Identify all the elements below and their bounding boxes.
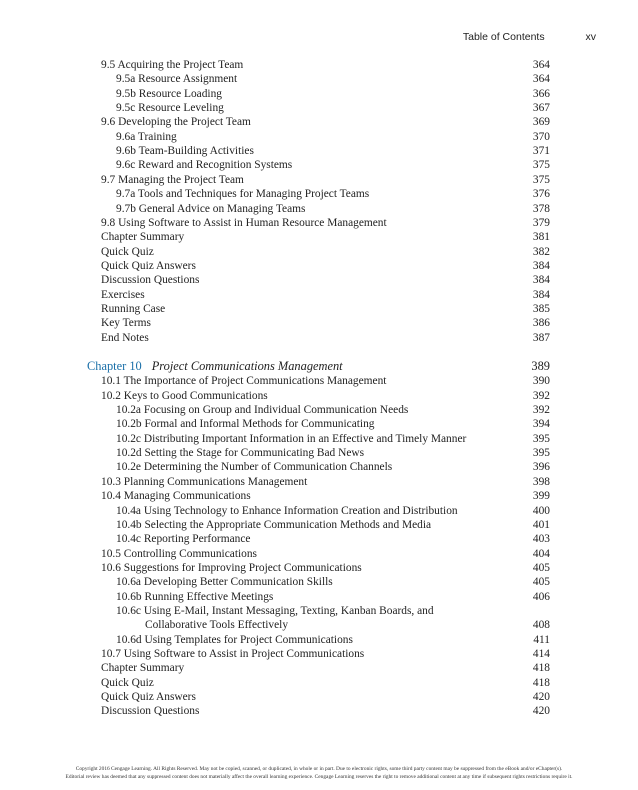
toc-section-row <box>0 690 638 704</box>
toc-subsection-row <box>0 87 638 101</box>
toc-section-row <box>0 676 638 690</box>
toc-section-row <box>0 273 638 287</box>
toc-page-number: 364 <box>532 59 550 71</box>
copyright-line-2: Editorial review has deemed that any suppressed content does not materially affect the overall learning experience. Cengage Learning reserves the right to remove additional content at any time if subsequent rights restrictions require it. <box>65 773 573 780</box>
toc-subsection-row <box>0 460 638 474</box>
toc-page-number: 418 <box>532 662 550 675</box>
toc-page-number: 411 <box>533 633 550 646</box>
toc-entry-title: Key Terms <box>101 317 151 330</box>
toc-page-number: 371 <box>532 145 550 158</box>
toc-entry-title: Quick Quiz Answers <box>101 259 196 272</box>
toc-subsection-row <box>0 575 638 589</box>
toc-subsection-row <box>0 590 638 604</box>
toc-entry-title: 10.2e Determining the Number of Communication Channels <box>116 461 393 474</box>
toc-entry-title: Exercises <box>101 288 145 301</box>
toc-entry-title: 9.6b Team-Building Activities <box>116 145 254 158</box>
toc-entry-title: Chapter Summary <box>101 231 185 244</box>
toc-page-number: 394 <box>532 418 550 431</box>
toc-entry-title: 10.2a Focusing on Group and Individual Communication Needs <box>116 404 409 417</box>
toc-entry-title: 9.5b Resource Loading <box>116 87 222 100</box>
toc-entry-title: 10.6d Using Templates for Project Communications <box>116 633 353 646</box>
toc-page-number: 418 <box>532 676 550 689</box>
toc-section-row <box>0 489 638 503</box>
toc-entry-title: Running Case <box>101 302 166 315</box>
toc-section-row <box>0 216 638 230</box>
toc-page-number: 392 <box>532 389 550 402</box>
toc-page-number: 378 <box>532 202 550 215</box>
toc-entry-title: Chapter Summary <box>101 662 185 675</box>
toc-page-number: 382 <box>532 245 550 258</box>
toc-section-row <box>0 115 638 129</box>
toc-page-number: 364 <box>532 73 550 86</box>
toc-entry-title: 10.1 The Importance of Project Communications Management <box>101 375 387 388</box>
toc-entry-title: 9.6 Developing the Project Team <box>101 116 251 129</box>
toc-page-number: 420 <box>532 705 550 718</box>
toc-section-row <box>0 230 638 244</box>
toc-page-number: 375 <box>532 159 550 172</box>
toc-page-number: 408 <box>532 618 550 631</box>
toc-entry-title-continued: Collaborative Tools Effectively <box>145 618 289 631</box>
toc-page-number: 369 <box>532 116 550 129</box>
toc-entry-title: 10.2 Keys to Good Communications <box>101 389 268 402</box>
toc-subsection-row <box>0 532 638 546</box>
toc-page-number: 384 <box>532 274 550 287</box>
toc-page-number: 398 <box>532 475 550 488</box>
toc-entry-title: 9.5a Resource Assignment <box>116 73 238 86</box>
chapter-title: Project Communications Management <box>151 359 343 373</box>
toc-entry-title: Discussion Questions <box>101 705 200 718</box>
toc-page-number: 405 <box>532 561 550 574</box>
toc-section-row <box>0 661 638 675</box>
running-head-title: Table of Contents <box>462 31 545 43</box>
toc-entry-title: 10.5 Controlling Communications <box>101 547 257 560</box>
toc-page-number: 420 <box>532 691 550 704</box>
toc-entry-title: 10.4b Selecting the Appropriate Communication Methods and Media <box>116 518 432 531</box>
toc-page-number: 400 <box>532 504 550 517</box>
toc-section-row <box>0 647 638 661</box>
toc-entry-title: 10.6b Running Effective Meetings <box>116 590 274 603</box>
toc-entry-title: 10.6a Developing Better Communication Skills <box>116 576 333 589</box>
toc-entry-title: 9.5 Acquiring the Project Team <box>101 59 244 71</box>
toc-page-number: 401 <box>532 518 550 531</box>
toc-entry-title: 9.7b General Advice on Managing Teams <box>116 202 306 215</box>
toc-entry-title: 10.6 Suggestions for Improving Project Communications <box>101 561 362 574</box>
running-head <box>463 31 596 43</box>
toc-subsection-row <box>0 158 638 172</box>
toc-subsection-row <box>0 202 638 216</box>
toc-section-row <box>0 561 638 575</box>
toc-entry-title: End Notes <box>101 331 149 344</box>
toc-section-row <box>0 374 638 388</box>
toc-page-number: 395 <box>532 432 550 445</box>
toc-entry-title: 10.2b Formal and Informal Methods for Communicating <box>116 418 375 431</box>
chapter-label: Chapter 10 <box>87 359 142 373</box>
toc-entry-title: 9.6a Training <box>116 130 177 143</box>
toc-subsection-row <box>0 72 638 86</box>
toc-section-row <box>0 173 638 187</box>
toc-subsection-row <box>0 446 638 460</box>
toc-entry-title: 9.7a Tools and Techniques for Managing Project Teams <box>116 188 370 201</box>
toc-entry-title: 10.4 Managing Communications <box>101 490 251 503</box>
toc-page-number: 404 <box>532 547 550 560</box>
toc-entry-title: 10.2c Distributing Important Information in an Effective and Timely Manner <box>116 432 467 445</box>
toc-section-row <box>0 547 638 561</box>
toc-section-row <box>0 331 638 345</box>
toc-entry-title: 10.2d Setting the Stage for Communicating Bad News <box>116 447 365 460</box>
toc-section-row <box>0 259 638 273</box>
toc-section-row <box>0 288 638 302</box>
chapter-heading-text <box>87 359 343 373</box>
toc-page-number: 375 <box>532 173 550 186</box>
toc-page-number: 385 <box>532 302 550 315</box>
toc-section-row <box>0 302 638 316</box>
toc-entry-title: Discussion Questions <box>101 274 200 287</box>
toc-entry-title: 9.5c Resource Leveling <box>116 102 224 115</box>
toc-section-row <box>0 245 638 259</box>
toc-entry-title: 10.6c Using E-Mail, Instant Messaging, Texting, Kanban Boards, and <box>116 604 434 617</box>
copyright-line-1: Copyright 2016 Cengage Learning. All Rights Reserved. May not be copied, scanned, or duplicated, in whole or in part. Due to electronic rights, some third party content may be suppressed from the eBook and/or eChapter(s). <box>75 766 563 772</box>
toc-page-number: 367 <box>532 102 550 115</box>
toc-page-number: 403 <box>532 533 550 546</box>
toc-page-number: 390 <box>532 375 550 388</box>
toc-page-number: 366 <box>532 87 550 100</box>
toc-entry-title: 9.8 Using Software to Assist in Human Resource Management <box>101 216 387 229</box>
toc-page-number: 389 <box>531 359 550 373</box>
toc-page-number: 392 <box>532 404 550 417</box>
toc-subsection-row <box>0 417 638 431</box>
toc-page-number: 396 <box>532 461 550 474</box>
toc-subsection-row <box>0 604 638 631</box>
toc-page-number: 381 <box>532 231 550 244</box>
toc-page-number: 384 <box>532 259 550 272</box>
toc-section-row <box>0 704 638 718</box>
toc-entry-title: 10.4a Using Technology to Enhance Information Creation and Distribution <box>116 504 458 517</box>
toc-section-row <box>0 389 638 403</box>
toc-subsection-row <box>0 403 638 417</box>
toc-subsection-row <box>0 101 638 115</box>
toc-entry-title: Quick Quiz <box>101 245 154 258</box>
toc-page-number: 414 <box>532 648 550 660</box>
toc-page-number: 386 <box>532 317 550 330</box>
chapter-heading <box>0 359 638 373</box>
toc-subsection-row <box>0 187 638 201</box>
toc-section-row <box>0 316 638 330</box>
toc-subsection-row <box>0 130 638 144</box>
toc-section-row <box>0 58 638 72</box>
toc-section-row <box>0 475 638 489</box>
toc-page-number: 379 <box>532 216 550 229</box>
toc-entry-title: 9.7 Managing the Project Team <box>101 173 244 186</box>
toc-page-number: 384 <box>532 288 550 301</box>
toc-entry-title: Quick Quiz <box>101 676 154 689</box>
toc-page-number: 395 <box>532 447 550 460</box>
toc-subsection-row <box>0 504 638 518</box>
toc-subsection-row <box>0 144 638 158</box>
toc-entry-title: 9.6c Reward and Recognition Systems <box>116 159 293 172</box>
toc-page-number: 370 <box>532 130 550 143</box>
toc-page-number: 387 <box>532 331 550 344</box>
toc-entry-title: 10.3 Planning Communications Management <box>101 475 308 488</box>
toc-subsection-row <box>0 432 638 446</box>
toc-page-number: 376 <box>532 188 550 201</box>
toc-page-number: 405 <box>532 576 550 589</box>
toc-entry-title: 10.4c Reporting Performance <box>116 533 251 546</box>
toc-page-number: 399 <box>532 490 550 503</box>
toc-subsection-row <box>0 633 638 647</box>
page-number: xv <box>585 31 596 43</box>
copyright-footer <box>0 766 638 781</box>
toc-page-number: 406 <box>532 590 550 603</box>
toc-entry-title: Quick Quiz Answers <box>101 691 196 704</box>
toc-subsection-row <box>0 518 638 532</box>
toc-entry-title: 10.7 Using Software to Assist in Project Communications <box>101 648 365 660</box>
